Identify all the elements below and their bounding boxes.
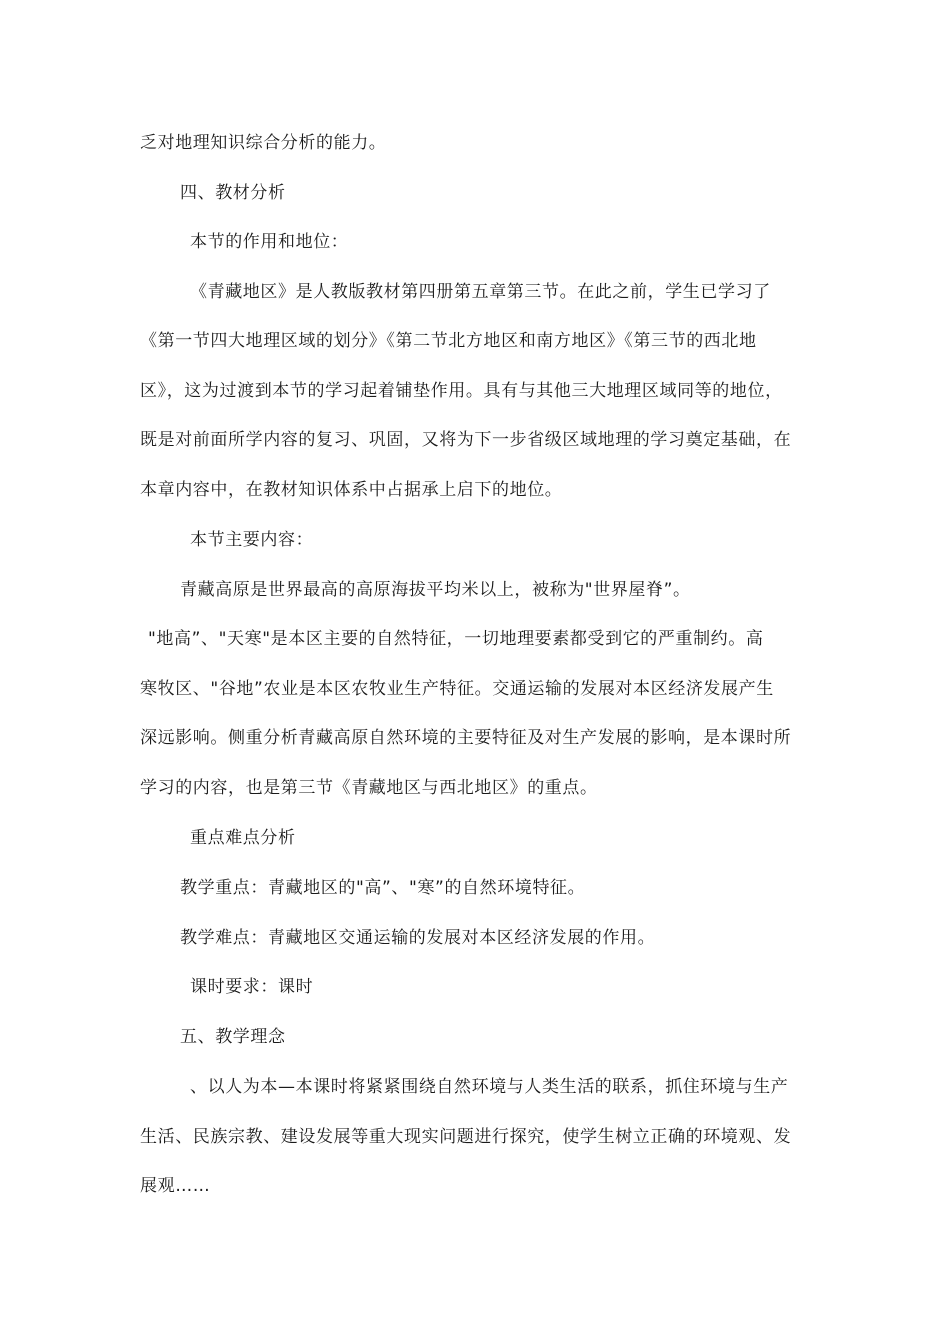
subsection-heading: 本节的作用和地位： [190, 232, 349, 252]
paragraph-line: 既是对前面所学内容的复习、巩固，又将为下一步省级区域地理的学习奠定基础，在 [140, 430, 792, 450]
paragraph-line: "地高”、"天寒"是本区主要的自然特征，一切地理要素都受到它的严重制约。高 [148, 629, 764, 649]
paragraph-line: 教学难点：青藏地区交通运输的发展对本区经济发展的作用。 [180, 928, 656, 948]
paragraph-line: 本章内容中，在教材知识体系中占据承上启下的地位。 [140, 480, 563, 500]
paragraph-line: 课时要求：课时 [190, 977, 314, 997]
paragraph-line: 乏对地理知识综合分析的能力。 [140, 133, 387, 153]
subsection-heading: 本节主要内容： [190, 530, 314, 550]
paragraph-line: 展观…… [140, 1176, 211, 1196]
paragraph-line: 区》，这为过渡到本节的学习起着铺垫作用。具有与其他三大地理区域同等的地位， [140, 381, 783, 401]
paragraph-line: 教学重点：青藏地区的"高”、"寒”的自然环境特征。 [180, 878, 586, 898]
section-heading: 五、教学理念 [180, 1027, 286, 1047]
paragraph-line: 深远影响。侧重分析青藏高原自然环境的主要特征及对生产发展的影响，是本课时所 [140, 728, 792, 748]
paragraph-line: 学习的内容，也是第三节《青藏地区与西北地区》的重点。 [140, 778, 598, 798]
subsection-heading: 重点难点分析 [190, 828, 296, 848]
paragraph-line: 生活、民族宗教、建设发展等重大现实问题进行探究，使学生树立正确的环境观、发 [140, 1127, 792, 1147]
section-heading: 四、教材分析 [180, 183, 286, 203]
paragraph-line: 《第一节四大地理区域的划分》《第二节北方地区和南方地区》《第三节的西北地 [140, 331, 757, 351]
paragraph-line: 、以人为本—本课时将紧紧围绕自然环境与人类生活的联系，抓住环境与生产 [190, 1077, 789, 1097]
paragraph-line: 青藏高原是世界最高的高原海拔平均米以上，被称为"世界屋脊”。 [180, 580, 691, 600]
paragraph-line: 《青藏地区》是人教版教材第四册第五章第三节。在此之前，学生已学习了 [190, 282, 771, 302]
paragraph-line: 寒牧区、"谷地”农业是本区农牧业生产特征。交通运输的发展对本区经济发展产生 [140, 679, 774, 699]
